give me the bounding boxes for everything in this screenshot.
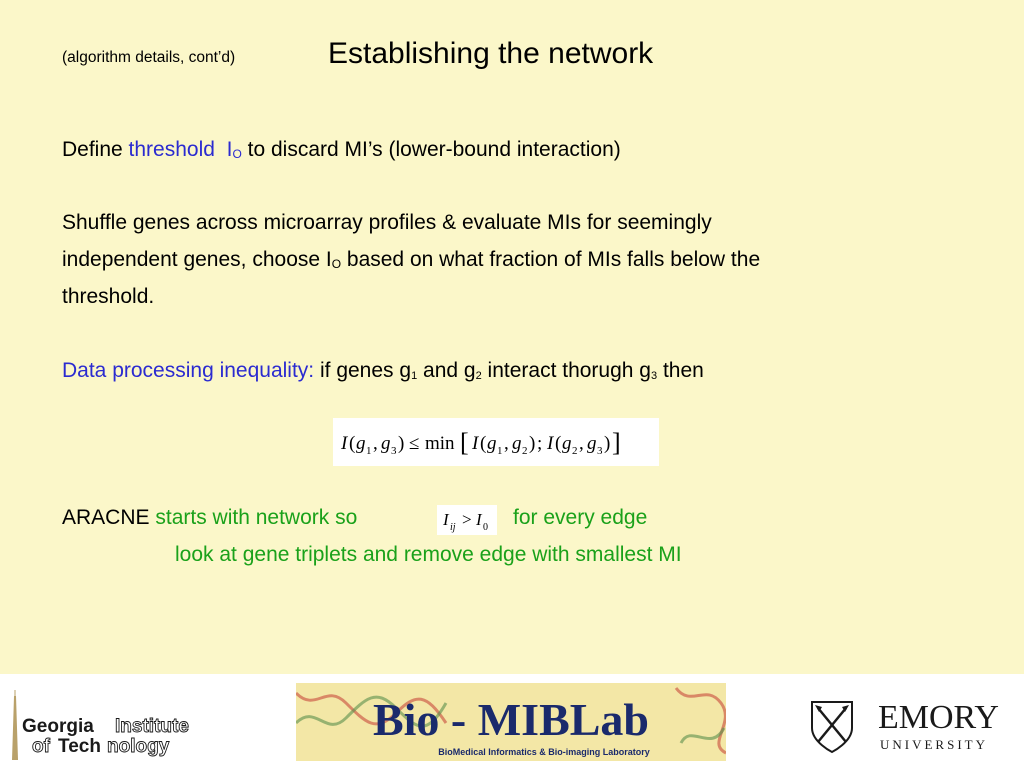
dpi-sub-2: 2 bbox=[475, 370, 482, 382]
formula-comma-1: , bbox=[373, 433, 378, 454]
formula-i-2: I bbox=[472, 433, 479, 454]
georgia-tech-logo bbox=[6, 688, 226, 764]
formula-g-5: g bbox=[562, 433, 572, 454]
dpi-text-c: interact thorugh g bbox=[481, 359, 651, 382]
formula-rp-2: ) bbox=[529, 433, 536, 454]
aracne-line bbox=[62, 506, 357, 530]
aracne-text-b: for every edge bbox=[513, 506, 648, 529]
dpi-sub-3: 3 bbox=[650, 370, 658, 382]
dpi-formula bbox=[333, 418, 659, 466]
biomiblab-tagline: BioMedical Informatics & Bio-imaging Laboratory bbox=[438, 747, 650, 757]
formula-s-1a: 1 bbox=[366, 445, 372, 457]
threshold-i: I bbox=[226, 138, 233, 161]
aracne-label: ARACNE bbox=[62, 506, 150, 529]
formula-i-3: I bbox=[547, 433, 554, 454]
formula-s-3b: 3 bbox=[597, 445, 603, 457]
define-prefix: Define bbox=[62, 138, 129, 161]
formula-comma-2: , bbox=[504, 433, 509, 454]
formula-lp-3: ( bbox=[555, 433, 562, 454]
formula-leq: ≤ bbox=[409, 433, 420, 454]
dpi-text-b: and g bbox=[417, 359, 476, 382]
formula-lp-1: ( bbox=[349, 433, 356, 454]
ineq-i-2: I bbox=[476, 510, 482, 529]
biomiblab-banner bbox=[296, 683, 726, 761]
shuffle-line-3: threshold. bbox=[62, 285, 155, 308]
gatech-institute: Institute bbox=[115, 716, 189, 737]
formula-g-6: g bbox=[587, 433, 597, 454]
gatech-of: of bbox=[32, 736, 50, 757]
emory-university: UNIVERSITY bbox=[880, 737, 988, 752]
aracne-line-2: look at gene triplets and remove edge with smallest MI bbox=[175, 543, 682, 566]
biomiblab-name: Bio - MIBLab bbox=[372, 694, 650, 745]
formula-min: min bbox=[425, 433, 455, 454]
ineq-gt: > bbox=[462, 510, 472, 529]
emory-logo bbox=[806, 696, 1016, 756]
formula-g-4: g bbox=[512, 433, 522, 454]
dpi-label: Data processing inequality: bbox=[62, 359, 315, 382]
dpi-text-a: if genes g bbox=[314, 359, 412, 382]
formula-semicolon: ; bbox=[537, 433, 543, 454]
formula-s-2b: 2 bbox=[572, 445, 578, 457]
gatech-tech: Tech bbox=[58, 736, 101, 757]
ineq-zero: 0 bbox=[483, 522, 488, 533]
slide-subtitle: (algorithm details, cont’d) bbox=[62, 49, 236, 66]
formula-i-1: I bbox=[341, 433, 348, 454]
dpi-line bbox=[62, 359, 704, 383]
formula-lbracket: [ bbox=[460, 428, 469, 457]
formula-comma-3: , bbox=[579, 433, 584, 454]
shuffle-line-2 bbox=[62, 248, 760, 272]
threshold-sub-o: O bbox=[232, 147, 242, 161]
formula-rp-3: ) bbox=[604, 433, 611, 454]
ineq-ij: ij bbox=[450, 522, 456, 533]
emory-name: EMORY bbox=[878, 699, 999, 736]
shuffle-line-1: Shuffle genes across microarray profiles & evaluate MIs for seemingly bbox=[62, 211, 712, 234]
formula-s-3a: 3 bbox=[391, 445, 397, 457]
shuffle-sub-o: O bbox=[331, 257, 342, 271]
formula-g-3: g bbox=[487, 433, 497, 454]
aracne-text-a: starts with network so bbox=[149, 506, 358, 529]
define-suffix: to discard MI’s (lower-bound interaction) bbox=[241, 138, 621, 161]
aracne-inequality bbox=[437, 505, 497, 535]
define-threshold-line bbox=[62, 138, 621, 162]
dpi-formula-svg bbox=[333, 418, 659, 466]
formula-g-1: g bbox=[356, 433, 366, 454]
slide-title: Establishing the network bbox=[328, 37, 654, 70]
gatech-georgia: Georgia bbox=[22, 716, 94, 737]
formula-lp-2: ( bbox=[480, 433, 487, 454]
tech-tower-icon bbox=[12, 696, 18, 760]
threshold-symbol bbox=[227, 138, 242, 161]
footer-logos bbox=[0, 674, 1024, 768]
formula-g-2: g bbox=[381, 433, 391, 454]
shuffle-line-2a: independent genes, choose I bbox=[62, 248, 332, 271]
threshold-term: threshold bbox=[128, 138, 215, 161]
shuffle-line-2b: based on what fraction of MIs falls below the bbox=[341, 248, 761, 271]
aracne-inequality-svg bbox=[437, 505, 497, 535]
formula-rp-1: ) bbox=[398, 433, 405, 454]
dpi-text-d: then bbox=[657, 359, 704, 382]
dpi-sub-1: 1 bbox=[411, 370, 418, 382]
formula-rbracket: ] bbox=[612, 428, 621, 457]
ineq-i-1: I bbox=[443, 510, 449, 529]
formula-s-2a: 2 bbox=[522, 445, 528, 457]
gatech-nology: nology bbox=[107, 736, 170, 757]
formula-s-1b: 1 bbox=[497, 445, 503, 457]
